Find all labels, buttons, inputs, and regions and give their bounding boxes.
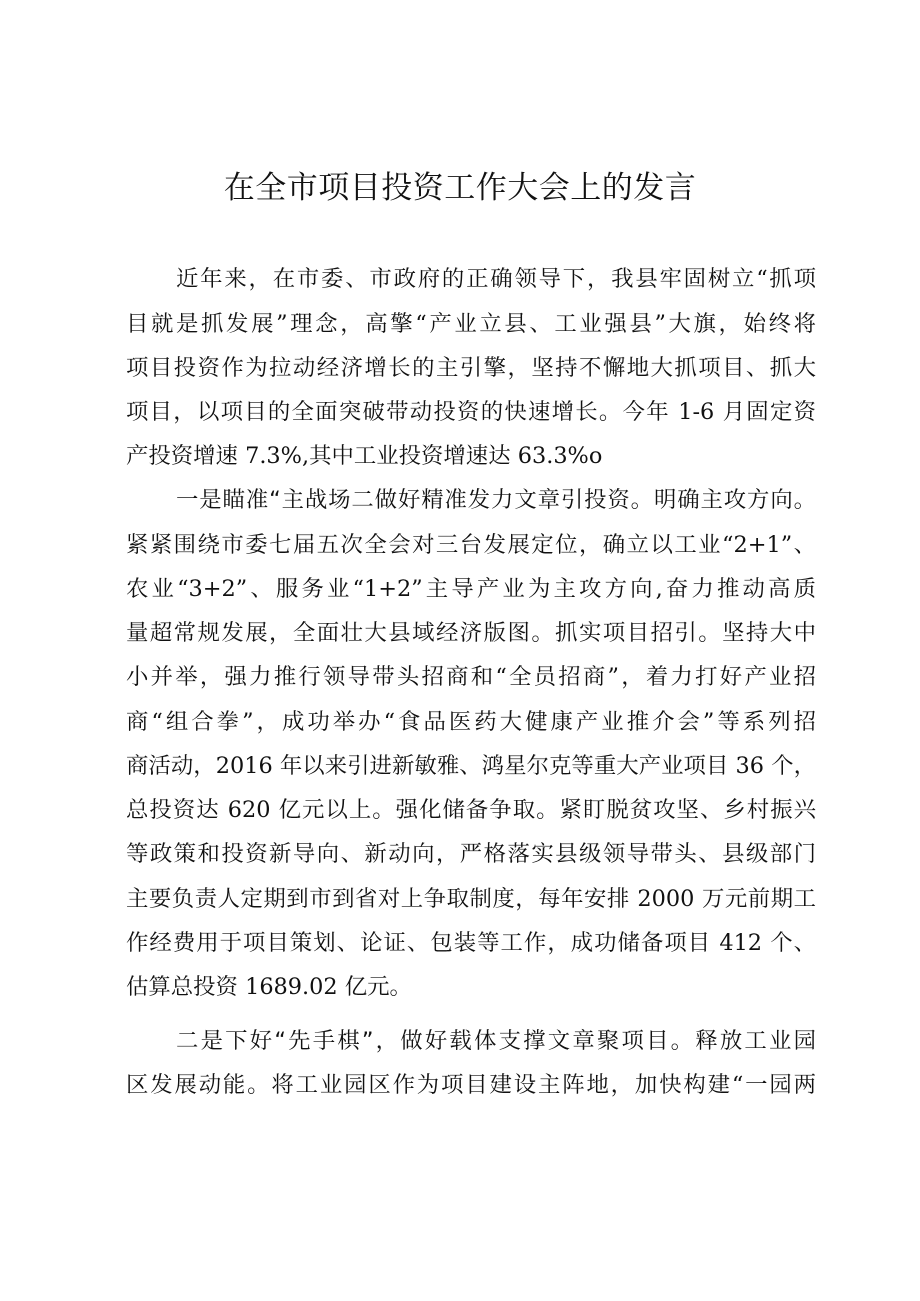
paragraph-1-line-3: 项目投资作为拉动经济增长的主引擎，坚持不懈地大抓项目、抓大: [126, 355, 816, 381]
paragraph-2-line-1: 一是瞄准“主战场二做好精准发力文章引投资。明确主攻方向。: [176, 487, 816, 513]
paragraph-3-line-2: 区发展动能。将工业园区作为项目建设主阵地，加快构建“一园两: [126, 1072, 816, 1098]
paragraph-2-line-4: 量超常规发展，全面壮大县域经济版图。抓实项目招引。坚持大中: [126, 620, 816, 646]
paragraph-2-line-7: 商活动，2016 年以来引进新敏雅、鸿星尔克等重大产业项目 36 个，: [126, 753, 816, 779]
paragraph-2-line-5: 小并举，强力推行领导带头招商和“全员招商”，着力打好产业招: [126, 664, 816, 690]
paragraph-2-line-6: 商“组合拳”，成功举办“食品医药大健康产业推介会”等系列招: [126, 709, 816, 735]
paragraph-1-line-5: 产投资增速 7.3%,其中工业投资增速达 63.3%o: [126, 443, 603, 469]
paragraph-2-line-9: 等政策和投资新导向、新动向，严格落实县级领导带头、县级部门: [126, 841, 816, 867]
paragraph-1-line-4: 项目，以项目的全面突破带动投资的快速增长。今年 1-6 月固定资: [126, 399, 816, 425]
paragraph-1-line-2: 目就是抓发展”理念，高擎“产业立县、工业强县”大旗，始终将: [126, 311, 816, 337]
paragraph-2-line-3: 农业“3+2”、服务业“1+2”主导产业为主攻方向,奋力推动高质: [126, 576, 816, 602]
paragraph-2-line-12: 估算总投资 1689.02 亿元。: [126, 974, 412, 1000]
paragraph-3-line-1: 二是下好“先手棋”，做好载体支撑文章聚项目。释放工业园: [176, 1028, 816, 1054]
paragraph-2-line-8: 总投资达 620 亿元以上。强化储备争取。紧盯脱贫攻坚、乡村振兴: [126, 797, 816, 823]
paragraph-2-line-11: 作经费用于项目策划、论证、包装等工作，成功储备项目 412 个、: [126, 930, 816, 956]
paragraph-2-line-10: 主要负责人定期到市到省对上争取制度，每年安排 2000 万元前期工: [126, 886, 816, 912]
paragraph-2-line-2: 紧紧围绕市委七届五次全会对三台发展定位，确立以工业“2+1”、: [126, 532, 816, 558]
paragraph-1-line-1: 近年来，在市委、市政府的正确领导下，我县牢固树立“抓项: [176, 266, 816, 292]
document-title: 在全市项目投资工作大会上的发言: [223, 170, 697, 206]
